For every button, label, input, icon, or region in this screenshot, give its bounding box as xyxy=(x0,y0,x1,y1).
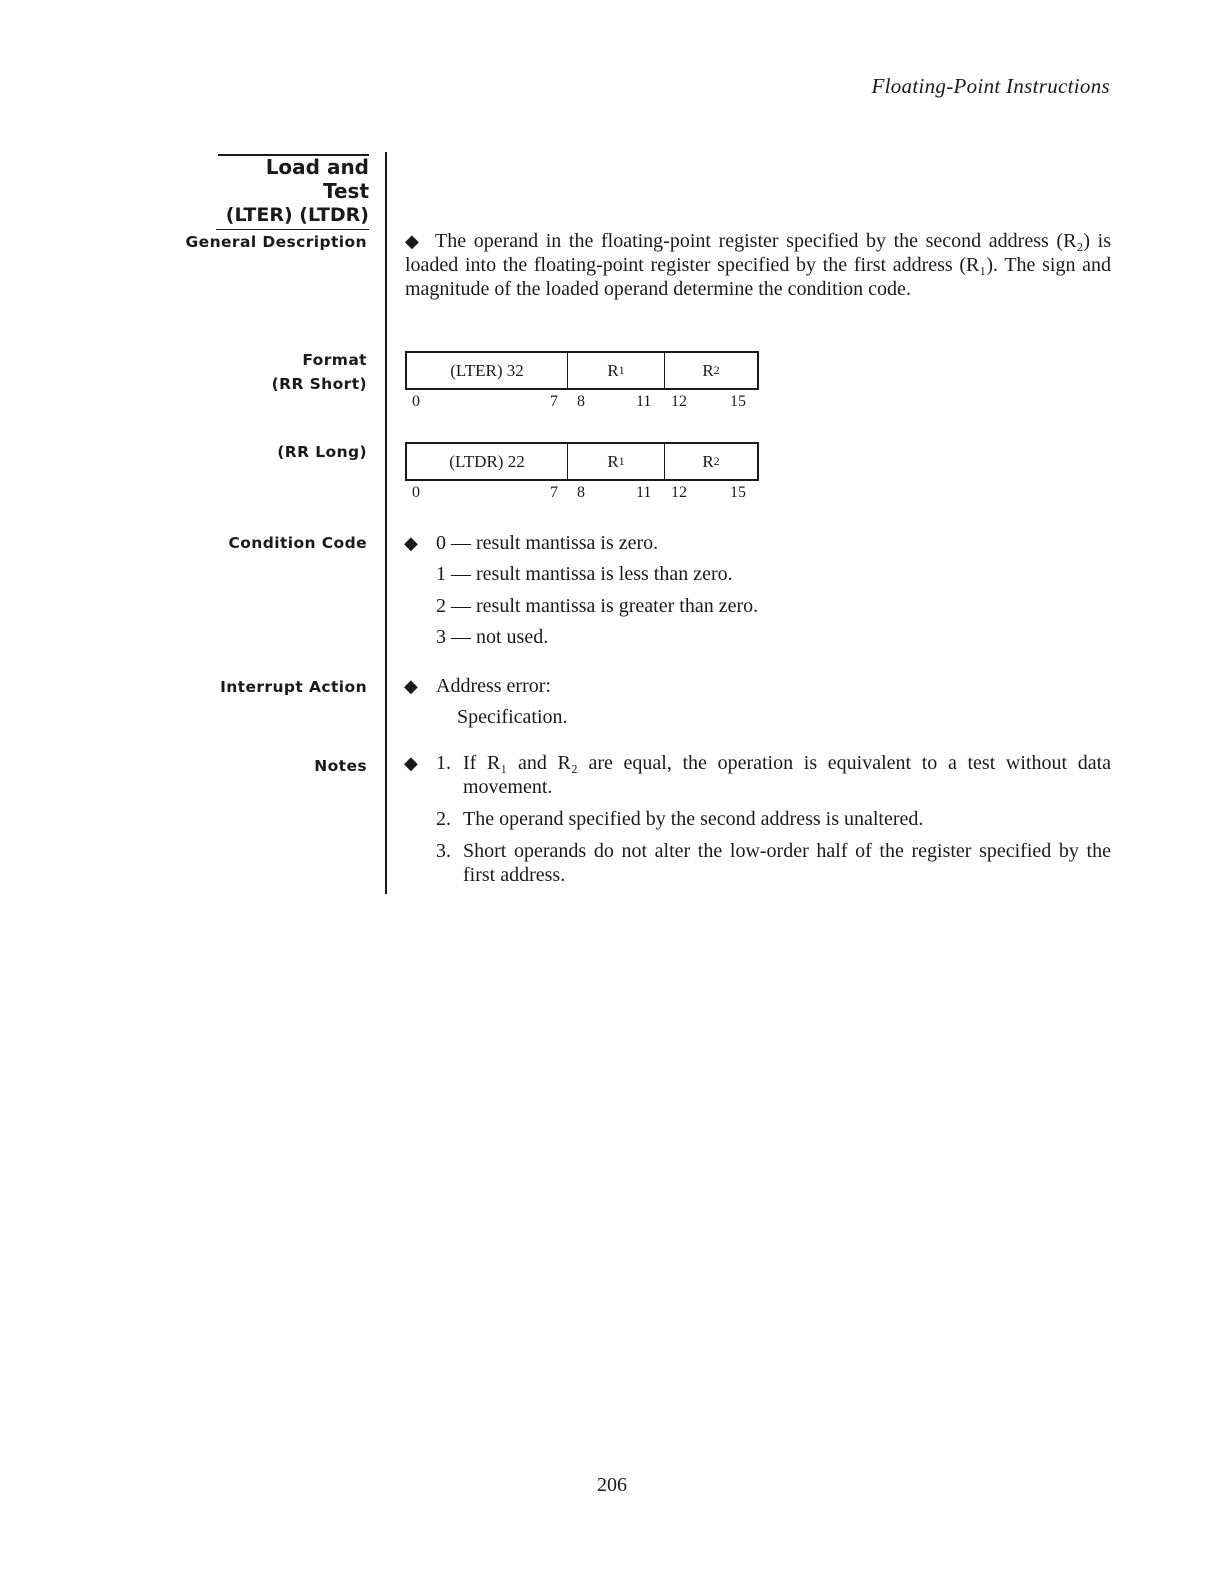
general-description-text: The operand in the floating-point register specified by the second address (R₂) is loaded into the floating-point register specified by the first address (R₁). The sign and magnitude of the loaded operand determine the condition code. xyxy=(405,230,1111,300)
bit-positions xyxy=(405,481,759,503)
note-number: 3. xyxy=(436,840,451,862)
interrupt-heading: Address error: xyxy=(436,675,551,697)
title-line-2: (LTER) (LTDR) xyxy=(225,204,369,226)
bit-label: 0 xyxy=(412,393,420,410)
running-header: Floating-Point Instructions xyxy=(871,74,1110,98)
note-number: 1. xyxy=(436,752,451,774)
label-interrupt-action: Interrupt Action xyxy=(220,678,367,696)
r1-field: R 1 xyxy=(568,444,665,479)
format-rr-long xyxy=(405,442,759,503)
note-number: 2. xyxy=(436,808,451,830)
bit-label: 8 xyxy=(577,393,585,410)
diamond-bullet-icon: ◆ xyxy=(404,533,418,553)
label-rr-long: (RR Long) xyxy=(277,443,367,461)
condition-code-item: 1 — result mantissa is less than zero. xyxy=(436,563,733,585)
note-text: Short operands do not alter the low-order half of the register specified by the first address. xyxy=(463,840,1111,886)
note-text: If R₁ and R₂ are equal, the operation is equivalent to a test without data movement. xyxy=(463,752,1111,798)
interrupt-item: Specification. xyxy=(457,706,568,728)
label-notes: Notes xyxy=(314,757,367,775)
bit-positions xyxy=(405,390,759,412)
bit-label: 15 xyxy=(730,393,746,410)
diamond-bullet-icon: ◆ xyxy=(404,753,418,773)
label-general-description: General Description xyxy=(185,233,367,251)
condition-code-item: 3 — not used. xyxy=(436,626,549,648)
bit-label: 8 xyxy=(577,484,585,501)
r2-field: R 2 xyxy=(702,451,720,471)
r1-field: R 1 xyxy=(568,353,665,388)
opcode-field: (LTER) 32 xyxy=(407,353,568,388)
diamond-bullet-icon: ◆ xyxy=(404,676,418,696)
format-box-short xyxy=(405,351,759,390)
bit-label: 12 xyxy=(671,484,687,501)
label-condition-code: Condition Code xyxy=(228,534,367,552)
r2-field: R 2 xyxy=(702,360,720,380)
note-text: The operand specified by the second address is unaltered. xyxy=(463,808,924,830)
general-description xyxy=(405,229,1111,301)
bit-label: 7 xyxy=(550,393,558,410)
vertical-rule xyxy=(385,152,387,894)
bit-label: 12 xyxy=(671,393,687,410)
label-rr-short: (RR Short) xyxy=(271,375,367,393)
label-format: Format xyxy=(302,351,367,369)
page-number: 206 xyxy=(597,1474,627,1496)
bit-label: 15 xyxy=(730,484,746,501)
bit-label: 7 xyxy=(550,484,558,501)
diamond-bullet-icon: ◆ xyxy=(405,231,419,251)
instruction-title xyxy=(216,155,369,230)
bit-label: 11 xyxy=(636,393,652,410)
title-line-1: Load and Test xyxy=(265,155,369,203)
format-rr-short xyxy=(405,351,759,412)
bit-label: 0 xyxy=(412,484,420,501)
condition-code-item: 0 — result mantissa is zero. xyxy=(436,532,659,554)
opcode-field: (LTDR) 22 xyxy=(407,444,568,479)
condition-code-item: 2 — result mantissa is greater than zero. xyxy=(436,595,759,617)
format-box-long xyxy=(405,442,759,481)
bit-label: 11 xyxy=(636,484,652,501)
